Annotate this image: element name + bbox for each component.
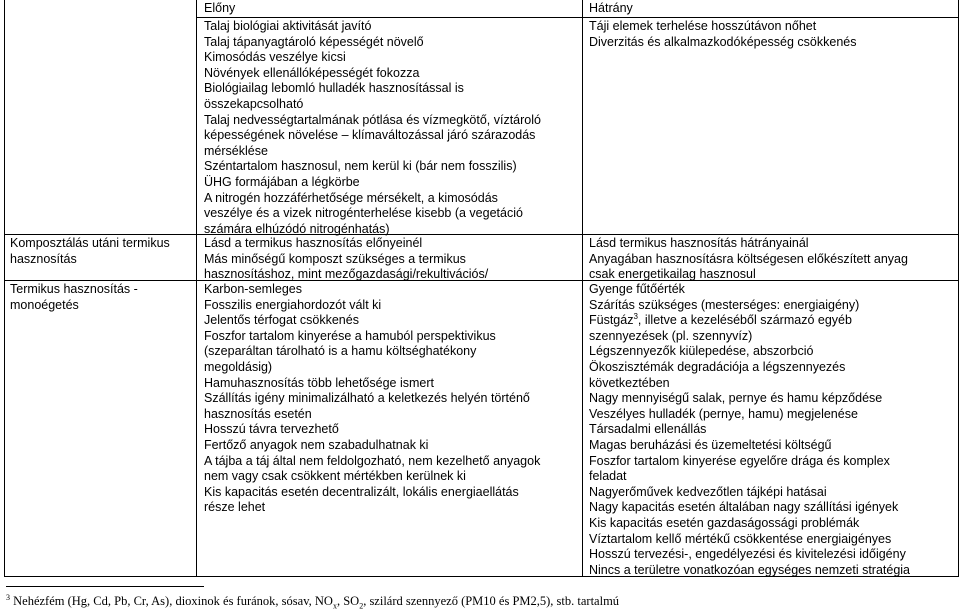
footnote-separator [6,586,204,587]
thermal-advantage-line: Kis kapacitás esetén decentralizált, lokális energiaellátás [204,484,519,499]
thermal-advantage-line: része lehet [204,500,266,515]
thermal-advantage-line: Karbon-semleges [204,282,302,296]
thermal-disadvantage-line: Nagy mennyiségű salak, pernye és hamu képződése [589,391,883,406]
row-label-line: hasznosítás [10,251,77,266]
thermal-advantage-line: Hamuhasznosítás több lehetősége ismert [204,375,434,390]
thermal-disadvantage-line: Hosszú tervezési-, engedélyezési és kivitelezési időigény [589,547,906,562]
top-advantage-line: Növények ellenállóképességét fokozza [204,65,420,80]
header-advantage: Előny [204,1,236,15]
compost-disadvantage-line: Anyagában hasznosításra költségesen előkészített anyag [589,251,908,266]
compost-disadvantage-line: csak energetikailag hasznosul [589,267,756,282]
top-disadvantage-line: Diverzitás és alkalmazkodóképesség csökkenés [589,34,857,49]
top-advantage-line: Talaj nedvességtartalmának pótlása és vízmegkötő, víztároló [204,112,541,127]
footnote-ref[interactable]: 3 [633,312,638,322]
thermal-advantage-line: Fosszilis energiahordozót vált ki [204,297,382,312]
row-label-line: monoégetés [10,297,79,312]
footnote-sub-2: 2 [359,601,364,611]
thermal-advantage-line: (szeparáltan tárolható is a hamu költséghatékony [204,344,477,359]
top-advantage-line: ÜHG formájában a légkörbe [204,174,360,189]
thermal-disadvantage-line: Foszfor tartalom kinyerése egyelőre drága és komplex [589,453,890,468]
top-advantage-line: képességének növelése – klímaváltozással járó szárazodás [204,128,536,143]
top-disadvantages [589,19,857,50]
table-border-right [958,0,959,576]
row-label-line: Komposztálás utáni termikus [10,236,170,250]
thermal-advantage-line: Foszfor tartalom kinyerése a hamuból perspektivikus [204,328,496,343]
compost-advantage-line: Más minőségű komposzt szükséges a termikus [204,251,466,266]
top-advantage-line: Biológiailag lebomló hulladék hasznosítással is [204,81,464,96]
compost-advantage-line: Lásd a termikus hasznosítás előnyeinél [204,236,423,250]
thermal-disadvantages [589,282,910,578]
row-label-line: Termikus hasznosítás - [10,282,138,296]
thermal-disadvantage-line: Nagyerőművek kedvezőtlen tájképi hatásai [589,484,827,499]
column-divider-1 [196,0,197,576]
thermal-disadvantage-line: Nagy kapacitás esetén általában nagy szállítási igények [589,500,899,515]
flue-gas-prefix: Füstgáz [589,313,634,328]
row-label-compost [10,236,195,267]
top-disadvantage-line: Táji elemek terhelése hosszútávon nőhet [589,19,817,33]
thermal-disadvantage-line: szennyezések (pl. szennyvíz) [589,328,753,343]
top-advantage-line: összekapcsolható [204,96,304,111]
thermal-advantage-line: hasznosítás esetén [204,406,312,421]
footnote-number: 3 [6,592,10,602]
thermal-advantage-line: Szállítás igény minimalizálható a keletkezés helyén történő [204,391,530,406]
footnote-text-3: , szilárd szennyező (PM10 és PM2,5), stb. tartalmú [363,594,620,608]
flue-gas-suffix: , illetve a kezeléséből származó egyéb [637,313,852,328]
compost-advantage-line: hasznosításhoz, mint mezőgazdasági/rekultivációs/ [204,267,489,282]
compost-disadvantages [589,236,908,283]
header-divider [196,17,959,18]
compost-advantages [204,236,488,283]
thermal-advantage-line: nem vagy csak csökkent mértékben kerülnek ki [204,469,466,484]
top-advantage-line: Talaj biológiai aktivitását javító [204,19,372,33]
footnote-text-2: , SO [336,594,360,608]
thermal-disadvantage-line: Víztartalom kellő mértékű csökkentése energiaigényes [589,531,892,546]
thermal-disadvantage-flue-gas [589,313,910,329]
thermal-disadvantage-line: Veszélyes hulladék (pernye, hamu) megjelenése [589,406,858,421]
thermal-disadvantage-line: következtében [589,375,670,390]
top-advantage-line: Széntartalom hasznosul, nem kerül ki (bár nem fosszilis) [204,159,517,174]
header-disadvantage: Hátrány [589,1,633,15]
thermal-advantage-line: A tájba a táj által nem feldolgozható, nem kezelhető anyagok [204,453,541,468]
footnote-sub-1: x [332,601,337,611]
thermal-disadvantage-line: Ökoszisztémák degradációja a légszennyezés [589,359,846,374]
thermal-advantage-line: megoldásig) [204,359,273,374]
table-border-left [4,0,5,576]
thermal-disadvantage-line: Légszennyezők kiülepedése, abszorbció [589,344,814,359]
top-advantage-line: veszélye és a vizek nitrogénterhelése kisebb (a vegetáció [204,206,523,221]
compost-disadvantage-line: Lásd termikus hasznosítás hátrányainál [589,236,809,250]
thermal-disadvantage-line: Magas beruházási és üzemeltetési költségű [589,437,832,452]
top-advantages [204,19,541,237]
row-label-thermal [10,282,195,313]
thermal-disadvantage-line: Kis kapacitás esetén gazdaságossági problémák [589,515,860,530]
thermal-advantage-line: Fertőző anyagok nem szabadulhatnak ki [204,437,429,452]
thermal-disadvantage-line: Nincs a területre vonatkozóan egységes nemzeti stratégia [589,562,911,577]
thermal-disadvantage-line: Szárítás szükséges (mesterséges: energiaigény) [589,297,860,312]
footnote-text-1: Nehézfém (Hg, Cd, Pb, Cr, As), dioxinok és furánok, sósav, NO [10,594,333,608]
top-advantage-line: Talaj tápanyagtároló képességét növelő [204,34,424,49]
top-advantage-line: A nitrogén hozzáférhetősége mérsékelt, a kimosódás [204,190,498,205]
thermal-advantage-line: Hosszú távra tervezhető [204,422,339,437]
column-divider-2 [582,0,583,576]
thermal-disadvantage-line: Gyenge fűtőérték [589,282,685,296]
thermal-advantages [204,282,540,516]
footnote [6,594,619,609]
thermal-disadvantage-line: Társadalmi ellenállás [589,422,707,437]
top-advantage-line: Kimosódás veszélye kicsi [204,50,346,65]
thermal-advantage-line: Jelentős térfogat csökkenés [204,313,359,328]
thermal-disadvantage-line: feladat [589,469,627,484]
top-advantage-line: mérséklése [204,143,268,158]
comparison-table [4,0,959,576]
top-advantage-line: számára elhúzódó nitrogénhatás) [204,221,390,236]
